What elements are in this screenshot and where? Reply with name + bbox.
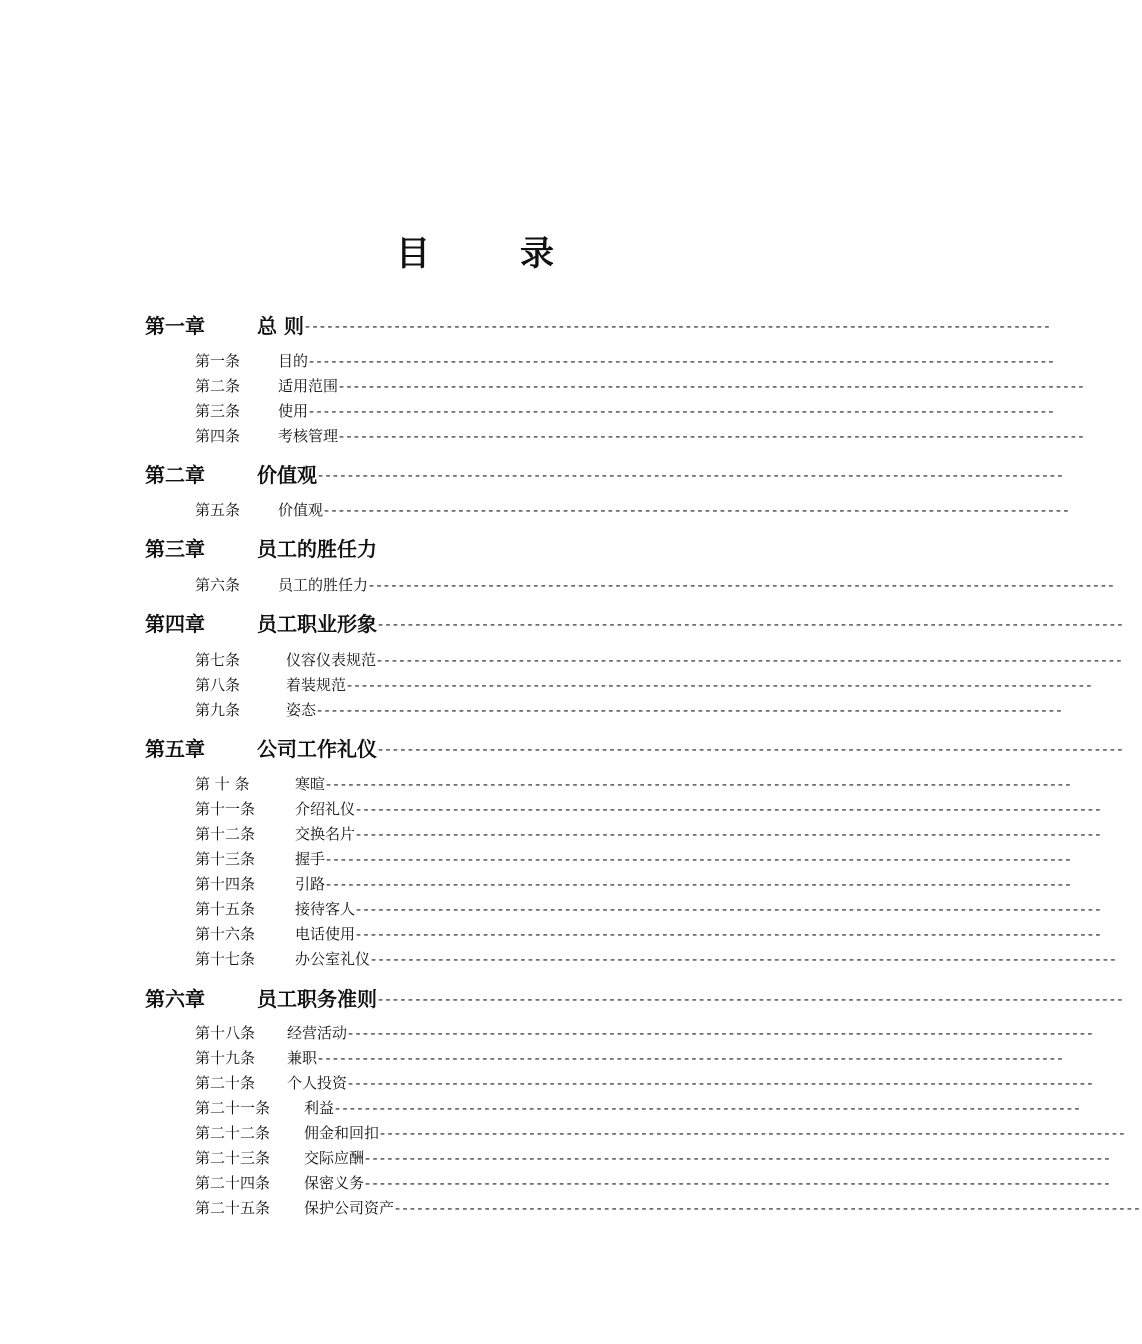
article-label: 第三条 xyxy=(195,402,241,420)
chapter-entry[interactable] xyxy=(145,610,1125,638)
article-title: 佣金和回扣 xyxy=(304,1124,380,1142)
article-entry[interactable] xyxy=(195,499,1071,521)
leader-dots: ---------------------------------------------------------------------------------------------------- xyxy=(309,402,1056,420)
article-label: 第十七条 xyxy=(195,950,256,968)
leader-dots: ---------------------------------------------------------------------------------------------------- xyxy=(318,1049,1065,1067)
article-title: 介绍礼仪 xyxy=(295,800,356,818)
leader-dots: ---------------------------------------------------------------------------------------------------- xyxy=(371,950,1118,968)
chapter-label: 第二章 xyxy=(145,463,205,487)
article-entry[interactable] xyxy=(195,1097,1082,1119)
article-entry[interactable] xyxy=(195,674,1094,696)
leader-dots: ---------------------------------------------------------------------------------------------------- xyxy=(369,576,1116,594)
article-entry[interactable] xyxy=(195,773,1073,795)
article-label: 第十六条 xyxy=(195,925,256,943)
article-entry[interactable] xyxy=(195,848,1073,870)
article-label: 第二十四条 xyxy=(195,1174,271,1192)
article-title: 电话使用 xyxy=(295,925,356,943)
leader-dots: ---------------------------------------------------------------------------------------------------- xyxy=(356,925,1103,943)
leader-dots: ---------------------------------------------------------------------------------------------------- xyxy=(347,676,1094,694)
chapter-label: 第三章 xyxy=(145,537,205,561)
article-title: 仪容仪表规范 xyxy=(286,651,377,669)
leader-dots: ---------------------------------------------------------------------------------------------------- xyxy=(309,352,1056,370)
article-entry[interactable] xyxy=(195,375,1086,397)
article-title: 经营活动 xyxy=(287,1024,348,1042)
leader-dots: ---------------------------------------------------------------------------------------------------- xyxy=(324,501,1071,519)
chapter-entry[interactable] xyxy=(145,312,1052,340)
article-label: 第十二条 xyxy=(195,825,256,843)
chapter-label: 第六章 xyxy=(145,987,205,1011)
chapter-title: 员工的胜任力 xyxy=(257,537,377,561)
chapter-label: 第四章 xyxy=(145,612,205,636)
article-label: 第十四条 xyxy=(195,875,256,893)
leader-dots: ---------------------------------------------------------------------------------------------------- xyxy=(365,1149,1112,1167)
article-entry[interactable] xyxy=(195,798,1103,820)
article-title: 保护公司资产 xyxy=(304,1199,395,1217)
chapter-title: 员工职务准则 xyxy=(257,987,377,1011)
chapter-title: 员工职业形象 xyxy=(257,612,377,636)
article-entry[interactable] xyxy=(195,400,1056,422)
article-title: 交际应酬 xyxy=(304,1149,365,1167)
leader-dots: ---------------------------------------------------------------------------------------------------- xyxy=(356,825,1103,843)
leader-dots: ---------------------------------------------------------------------------------------------------- xyxy=(365,1174,1112,1192)
article-label: 第十五条 xyxy=(195,900,256,918)
article-label: 第二条 xyxy=(195,377,241,395)
article-label: 第二十三条 xyxy=(195,1149,271,1167)
article-title: 考核管理 xyxy=(278,427,339,445)
article-title: 兼职 xyxy=(287,1049,318,1067)
article-label: 第十三条 xyxy=(195,850,256,868)
leader-dots: ---------------------------------------------------------------------------------------------------- xyxy=(377,651,1124,669)
article-title: 着装规范 xyxy=(286,676,347,694)
article-label: 第四条 xyxy=(195,427,241,445)
article-label: 第二十条 xyxy=(195,1074,256,1092)
article-title: 适用范围 xyxy=(278,377,339,395)
article-label: 第十一条 xyxy=(195,800,256,818)
chapter-title: 总 则 xyxy=(257,314,304,338)
article-entry[interactable] xyxy=(195,898,1103,920)
article-entry[interactable] xyxy=(195,948,1118,970)
article-title: 接待客人 xyxy=(295,900,356,918)
article-title: 价值观 xyxy=(278,501,324,519)
article-entry[interactable] xyxy=(195,923,1103,945)
leader-dots: ---------------------------------------------------------------------------------------------------- xyxy=(339,377,1086,395)
article-label: 第二十二条 xyxy=(195,1124,271,1142)
article-label: 第一条 xyxy=(195,352,241,370)
leader-dots: ---------------------------------------------------------------------------------------------------- xyxy=(335,1099,1082,1117)
chapter-entry[interactable] xyxy=(145,735,1125,763)
article-label: 第九条 xyxy=(195,701,241,719)
article-label: 第二十五条 xyxy=(195,1199,271,1217)
article-title: 使用 xyxy=(278,402,309,420)
article-label: 第二十一条 xyxy=(195,1099,271,1117)
article-entry[interactable] xyxy=(195,1147,1112,1169)
article-label: 第十八条 xyxy=(195,1024,256,1042)
leader-dots: ---------------------------------------------------------------------------------------------------- xyxy=(378,990,1125,1008)
toc-title-char-2: 录 xyxy=(520,234,554,274)
article-entry[interactable] xyxy=(195,1072,1095,1094)
article-title: 办公室礼仪 xyxy=(295,950,371,968)
article-label: 第十九条 xyxy=(195,1049,256,1067)
leader-dots: ---------------------------------------------------------------------------------------------------- xyxy=(326,875,1073,893)
leader-dots: ---------------------------------------------------------------------------------------------------- xyxy=(356,900,1103,918)
chapter-title: 价值观 xyxy=(257,463,317,487)
article-title: 引路 xyxy=(295,875,326,893)
article-entry[interactable] xyxy=(195,1172,1112,1194)
article-entry[interactable] xyxy=(195,1022,1095,1044)
article-entry[interactable] xyxy=(195,1047,1065,1069)
article-title: 保密义务 xyxy=(304,1174,365,1192)
leader-dots: ---------------------------------------------------------------------------------------------------- xyxy=(378,740,1125,758)
leader-dots: ---------------------------------------------------------------------------------------------------- xyxy=(339,427,1086,445)
leader-dots: ---------------------------------------------------------------------------------------------------- xyxy=(318,466,1065,484)
article-entry[interactable] xyxy=(195,873,1073,895)
article-entry[interactable] xyxy=(195,699,1064,721)
leader-dots: ---------------------------------------------------------------------------------------------------- xyxy=(380,1124,1127,1142)
chapter-label: 第一章 xyxy=(145,314,205,338)
article-entry[interactable] xyxy=(195,574,1116,596)
article-title: 寒暄 xyxy=(295,775,326,793)
toc-title-char-1: 目 xyxy=(396,234,430,274)
article-title: 利益 xyxy=(304,1099,335,1117)
chapter-label: 第五章 xyxy=(145,737,205,761)
leader-dots: ---------------------------------------------------------------------------------------------------- xyxy=(378,615,1125,633)
chapter-entry[interactable] xyxy=(145,461,1065,489)
article-title: 个人投资 xyxy=(287,1074,348,1092)
chapter-entry[interactable] xyxy=(145,985,1125,1013)
leader-dots: ---------------------------------------------------------------------------------------------------- xyxy=(317,701,1064,719)
chapter-title: 公司工作礼仪 xyxy=(257,737,377,761)
article-title: 交换名片 xyxy=(295,825,356,843)
leader-dots: ---------------------------------------------------------------------------------------------------- xyxy=(326,775,1073,793)
article-title: 员工的胜任力 xyxy=(278,576,369,594)
leader-dots: ---------------------------------------------------------------------------------------------------- xyxy=(348,1024,1095,1042)
article-title: 目的 xyxy=(278,352,309,370)
article-entry[interactable] xyxy=(195,425,1086,447)
article-entry[interactable] xyxy=(195,649,1124,671)
article-label: 第八条 xyxy=(195,676,241,694)
article-entry[interactable] xyxy=(195,823,1103,845)
article-entry[interactable] xyxy=(195,1197,1142,1219)
article-title: 握手 xyxy=(295,850,326,868)
leader-dots: ---------------------------------------------------------------------------------------------------- xyxy=(326,850,1073,868)
chapter-entry[interactable] xyxy=(145,535,800,563)
leader-dots: ---------------------------------------------------------------------------------------------------- xyxy=(305,317,1052,335)
article-title: 姿态 xyxy=(286,701,317,719)
leader-dots: ---------------------------------------------------------------------------------------------------- xyxy=(395,1199,1142,1217)
leader-dots: ---------------------------------------------------------------------------------------------------- xyxy=(356,800,1103,818)
article-entry[interactable] xyxy=(195,1122,1127,1144)
article-label: 第六条 xyxy=(195,576,241,594)
leader-dots: ---------------------------------------------------------------------------------------------------- xyxy=(348,1074,1095,1092)
article-label: 第七条 xyxy=(195,651,241,669)
article-label: 第 十 条 xyxy=(195,775,250,793)
toc-title xyxy=(0,226,950,275)
article-entry[interactable] xyxy=(195,350,1056,372)
article-label: 第五条 xyxy=(195,501,241,519)
